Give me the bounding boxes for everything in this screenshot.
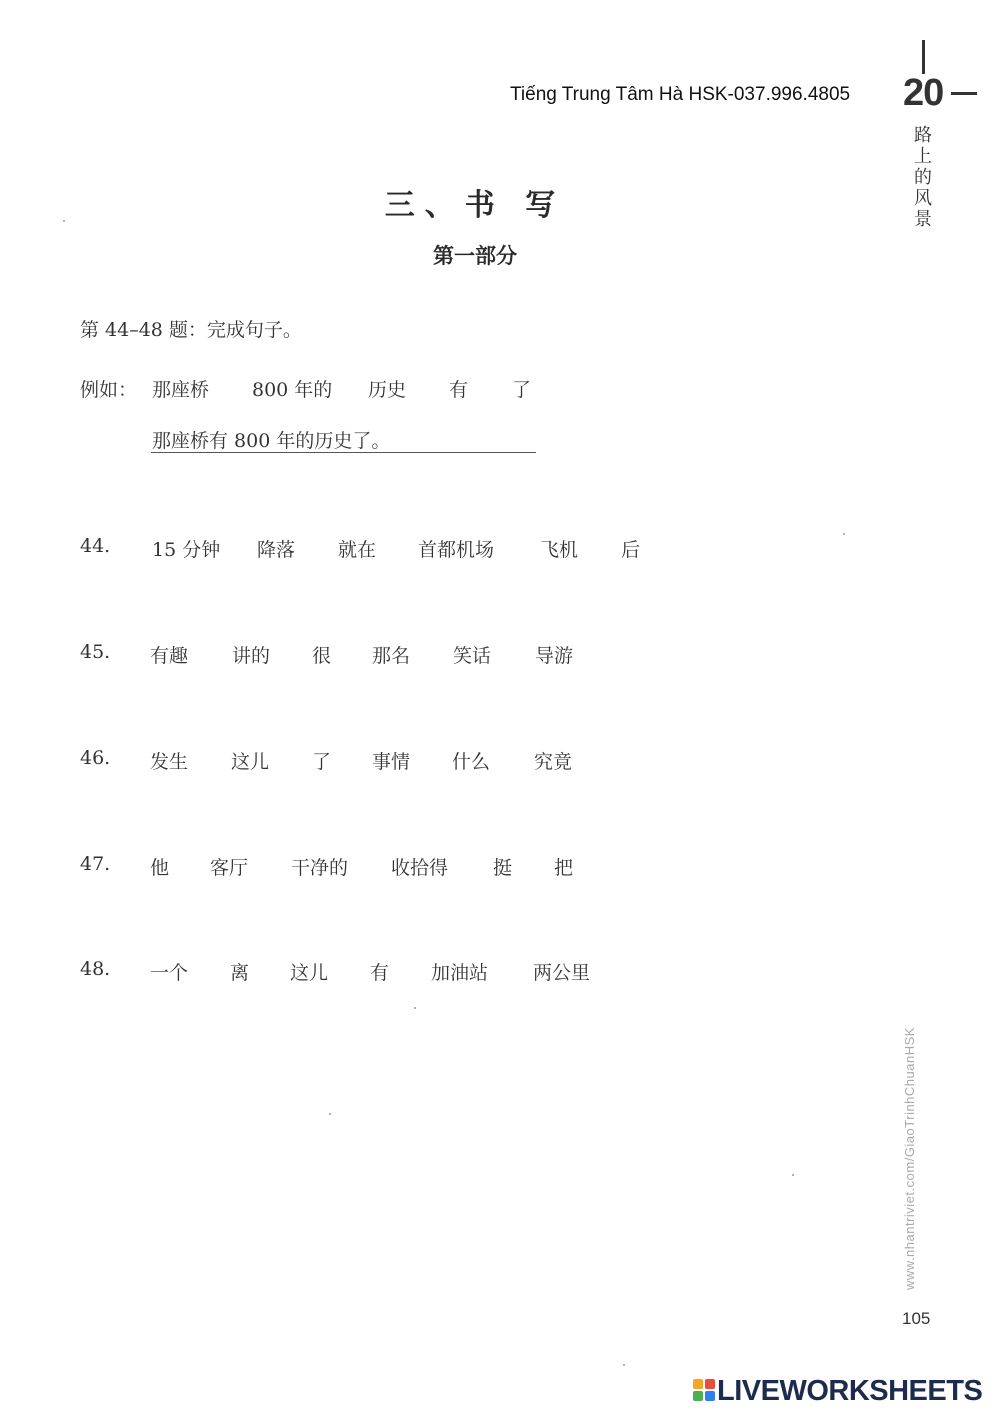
scan-speck xyxy=(414,1007,416,1009)
question-word: 有趣 xyxy=(150,645,189,667)
example-answer: 那座桥有 800 年的历史了。 xyxy=(152,430,391,452)
liveworksheets-logo-icon xyxy=(693,1379,715,1401)
question-word: 究竟 xyxy=(534,751,573,773)
liveworksheets-logo-text: LIVEWORKSHEETS xyxy=(717,1375,983,1407)
chapter-marker-bar xyxy=(922,40,925,74)
header-contact-text: Tiếng Trung Tâm Hà HSK-037.996.4805 xyxy=(510,84,851,105)
question-word: 什么 xyxy=(452,751,491,773)
question-word: 了 xyxy=(312,751,332,773)
section-title: 三、书 写 xyxy=(384,188,566,223)
question-number: 47. xyxy=(80,853,111,875)
question-number: 48. xyxy=(80,958,111,980)
question-word: 事情 xyxy=(372,751,411,773)
example-word: 有 xyxy=(449,379,469,401)
question-word: 两公里 xyxy=(533,962,591,984)
logo-square-icon xyxy=(705,1379,715,1389)
question-word: 离 xyxy=(230,962,250,984)
question-word: 这儿 xyxy=(290,962,329,984)
question-word: 首都机场 xyxy=(418,539,495,561)
question-word: 这儿 xyxy=(231,751,270,773)
liveworksheets-logo xyxy=(693,1375,993,1407)
logo-square-icon xyxy=(693,1379,703,1389)
chapter-number: 20 xyxy=(903,72,944,114)
scan-speck xyxy=(623,1364,625,1366)
example-label: 例如： xyxy=(80,379,138,401)
example-word: 那座桥 xyxy=(152,379,210,401)
question-word: 笑话 xyxy=(453,645,492,667)
scan-speck xyxy=(792,1174,794,1176)
question-word: 后 xyxy=(621,539,641,561)
question-word: 降落 xyxy=(257,539,296,561)
question-word: 有 xyxy=(370,962,390,984)
question-word: 发生 xyxy=(150,751,189,773)
scan-speck xyxy=(329,1113,331,1115)
question-word: 加油站 xyxy=(431,962,489,984)
instructions: 第 44–48 题：完成句子。 xyxy=(80,319,302,341)
example-word: 800 年的 xyxy=(252,379,333,401)
example-answer-line xyxy=(151,452,536,453)
question-word: 那名 xyxy=(372,645,411,667)
question-word: 客厅 xyxy=(210,857,249,879)
chapter-marker-dash xyxy=(951,92,977,95)
question-word: 15 分钟 xyxy=(152,539,221,561)
question-word: 飞机 xyxy=(540,539,579,561)
question-word: 干净的 xyxy=(291,857,349,879)
side-watermark-url: www.nhantriviet.com/GiaoTrinhChuanHSK xyxy=(902,1027,917,1290)
question-word: 就在 xyxy=(338,539,377,561)
logo-square-icon xyxy=(693,1391,703,1401)
question-word: 挺 xyxy=(493,857,513,879)
question-word: 一个 xyxy=(150,962,189,984)
question-number: 45. xyxy=(80,641,111,663)
question-number: 44. xyxy=(80,535,111,557)
question-word: 他 xyxy=(150,857,170,879)
question-word: 把 xyxy=(554,857,574,879)
scan-speck xyxy=(843,533,845,535)
question-word: 很 xyxy=(312,645,332,667)
example-word: 了 xyxy=(512,379,532,401)
question-word: 导游 xyxy=(535,645,574,667)
question-number: 46. xyxy=(80,747,111,769)
part-title: 第一部分 xyxy=(433,243,517,268)
question-word: 讲的 xyxy=(232,645,271,667)
question-word: 收拾得 xyxy=(391,857,449,879)
scan-speck xyxy=(63,220,65,222)
page-number: 105 xyxy=(902,1309,931,1328)
logo-square-icon xyxy=(705,1391,715,1401)
chapter-title: 路上的风景 xyxy=(914,125,932,230)
example-word: 历史 xyxy=(368,379,407,401)
